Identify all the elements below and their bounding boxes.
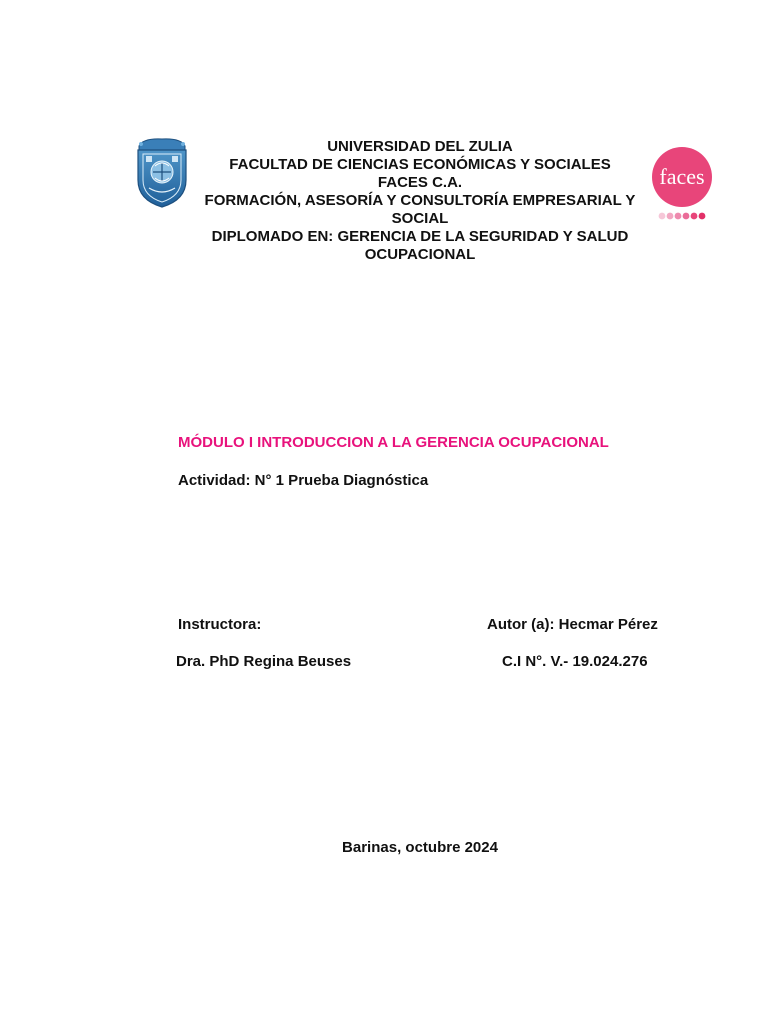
faces-logo <box>650 143 714 225</box>
activity-label: Actividad: N° 1 Prueba Diagnóstica <box>178 472 429 489</box>
faces-logo-text: faces <box>659 164 705 189</box>
faces-logo-icon <box>650 143 714 225</box>
autor-ci: C.I N°. V.- 19.024.276 <box>502 653 648 670</box>
header-line-faculty: FACULTAD DE CIENCIAS ECONÓMICAS Y SOCIALES <box>229 156 611 173</box>
header-line-social: SOCIAL <box>391 210 449 227</box>
module-title: MÓDULO I INTRODUCCION A LA GERENCIA OCUPACIONAL <box>178 434 609 451</box>
autor-label: Autor (a): Hecmar Pérez <box>487 616 658 633</box>
header-line-formation: FORMACIÓN, ASESORÍA Y CONSULTORÍA EMPRESARIAL Y <box>204 192 636 209</box>
header-line-diplomado: DIPLOMADO EN: GERENCIA DE LA SEGURIDAD Y SALUD <box>211 228 629 245</box>
instructora-name: Dra. PhD Regina Beuses <box>176 653 352 670</box>
instructora-label: Instructora: <box>178 616 262 633</box>
university-seal-icon <box>133 136 191 210</box>
header-line-university: UNIVERSIDAD DEL ZULIA <box>327 138 513 155</box>
header-line-ocupacional: OCUPACIONAL <box>364 246 476 263</box>
institution-header <box>190 138 650 264</box>
header-line-faces: FACES C.A. <box>377 174 463 191</box>
place-date: Barinas, octubre 2024 <box>342 839 498 856</box>
university-seal-logo <box>133 136 191 210</box>
